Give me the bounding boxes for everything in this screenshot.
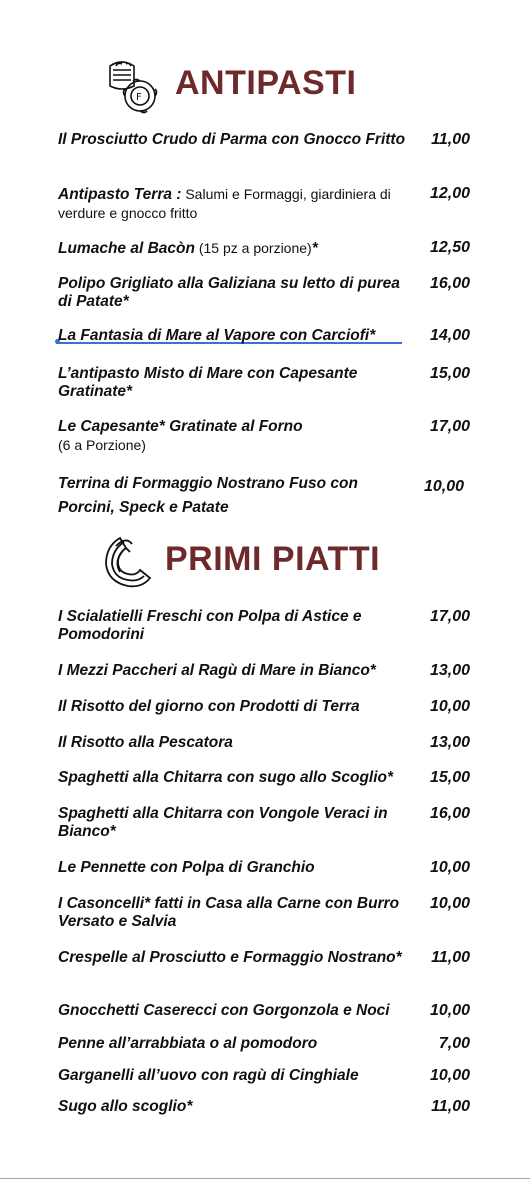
pasta-shell-icon <box>100 532 156 597</box>
item-price: 7,00 <box>438 1035 470 1052</box>
item-name: Sugo allo scoglio* <box>58 1098 193 1115</box>
item-description: Salumi e Formaggi, giardiniera di verdure e gnocco fritto <box>58 186 391 221</box>
menu-item <box>58 131 470 169</box>
item-name: I Mezzi Paccheri al Ragù di Mare in Bianco* <box>58 662 376 679</box>
item-price: 15,00 <box>429 769 470 786</box>
item-price: 14,00 <box>429 327 470 344</box>
menu-item <box>58 734 470 754</box>
item-price: 13,00 <box>429 734 470 751</box>
ravioli-icon <box>102 56 162 121</box>
menu-item <box>58 949 470 987</box>
item-price: 17,00 <box>429 418 470 435</box>
item-description: (15 pz a porzione) <box>194 240 312 256</box>
item-price: 10,00 <box>429 859 470 876</box>
item-name: Il Risotto del giorno con Prodotti di Terra <box>58 698 360 715</box>
item-name: I Casoncelli* fatti in Casa alla Carne con Burro Versato e Salvia <box>58 895 400 930</box>
svg-text:F: F <box>136 92 142 103</box>
menu-item <box>58 472 470 516</box>
menu-item <box>58 608 470 646</box>
item-name: Le Pennette con Polpa di Granchio <box>58 859 315 876</box>
item-name: L’antipasto Misto di Mare con Capesante Gratinate* <box>58 365 358 400</box>
item-title: Antipasto Terra : <box>58 186 182 203</box>
menu-item <box>58 1002 470 1022</box>
item-name: Gnocchetti Caserecci con Gorgonzola e Noci <box>58 1002 390 1019</box>
item-price: 12,50 <box>429 239 470 256</box>
item-name: Spaghetti alla Chitarra con Vongole Veraci in Bianco* <box>58 805 388 840</box>
menu-item <box>58 418 470 456</box>
item-price: 10,00 <box>429 1067 470 1084</box>
item-name: Terrina di Formaggio Nostrano Fuso con Porcini, Speck e Patate <box>58 475 358 516</box>
item-price: 13,00 <box>429 662 470 679</box>
menu-item <box>58 859 470 879</box>
item-name: Crespelle al Prosciutto e Formaggio Nostrano* <box>58 949 402 966</box>
item-price: 10,00 <box>429 698 470 715</box>
item-price: 10,00 <box>429 1002 470 1019</box>
item-price: 17,00 <box>429 608 470 625</box>
antipasti-header <box>0 52 530 122</box>
page-bottom-border <box>0 1178 530 1179</box>
menu-item <box>58 365 470 403</box>
menu-item <box>58 327 470 347</box>
menu-item <box>58 1067 470 1087</box>
item-price: 10,00 <box>429 895 470 912</box>
item-name <box>58 418 408 455</box>
menu-item <box>58 239 470 259</box>
item-price: 11,00 <box>431 1098 470 1115</box>
item-price: 11,00 <box>431 949 470 966</box>
item-price: 15,00 <box>429 365 470 382</box>
menu-item <box>58 662 470 682</box>
primi-piatti-header <box>0 526 530 596</box>
item-name: I Scialatielli Freschi con Polpa di Astice e Pomodorini <box>58 608 362 643</box>
item-price: 16,00 <box>429 275 470 292</box>
menu-item <box>58 185 470 223</box>
item-name: Il Risotto alla Pescatora <box>58 734 233 751</box>
item-name <box>58 239 408 258</box>
menu-item <box>58 895 470 933</box>
section-title-primi-piatti: PRIMI PIATTI <box>165 540 381 578</box>
item-asterisk: * <box>311 240 318 257</box>
menu-item <box>58 275 470 313</box>
item-price: 16,00 <box>429 805 470 822</box>
menu-item <box>58 805 470 843</box>
menu-item <box>58 1098 470 1118</box>
item-name <box>58 185 408 223</box>
item-price: 10,00 <box>423 478 464 495</box>
item-title: Le Capesante* Gratinate al Forno <box>58 418 303 435</box>
menu-item <box>58 769 470 789</box>
menu-item <box>58 698 470 718</box>
section-title-antipasti: ANTIPASTI <box>175 64 357 102</box>
item-price: 11,00 <box>431 131 470 148</box>
item-name: Spaghetti alla Chitarra con sugo allo Scoglio* <box>58 769 394 786</box>
item-price: 12,00 <box>429 185 470 202</box>
item-name: Il Prosciutto Crudo di Parma con Gnocco Fritto <box>58 131 406 148</box>
item-title: Lumache al Bacòn <box>58 240 195 257</box>
item-name: Penne all’arrabbiata o al pomodoro <box>58 1035 318 1052</box>
item-name: La Fantasia di Mare al Vapore con Carciofi* <box>58 327 376 344</box>
item-name: Garganelli all’uovo con ragù di Cinghiale <box>58 1067 359 1084</box>
item-description: (6 a Porzione) <box>58 437 146 453</box>
menu-item <box>58 1035 470 1055</box>
item-name: Polipo Grigliato alla Galiziana su letto di purea di Patate* <box>58 275 400 310</box>
